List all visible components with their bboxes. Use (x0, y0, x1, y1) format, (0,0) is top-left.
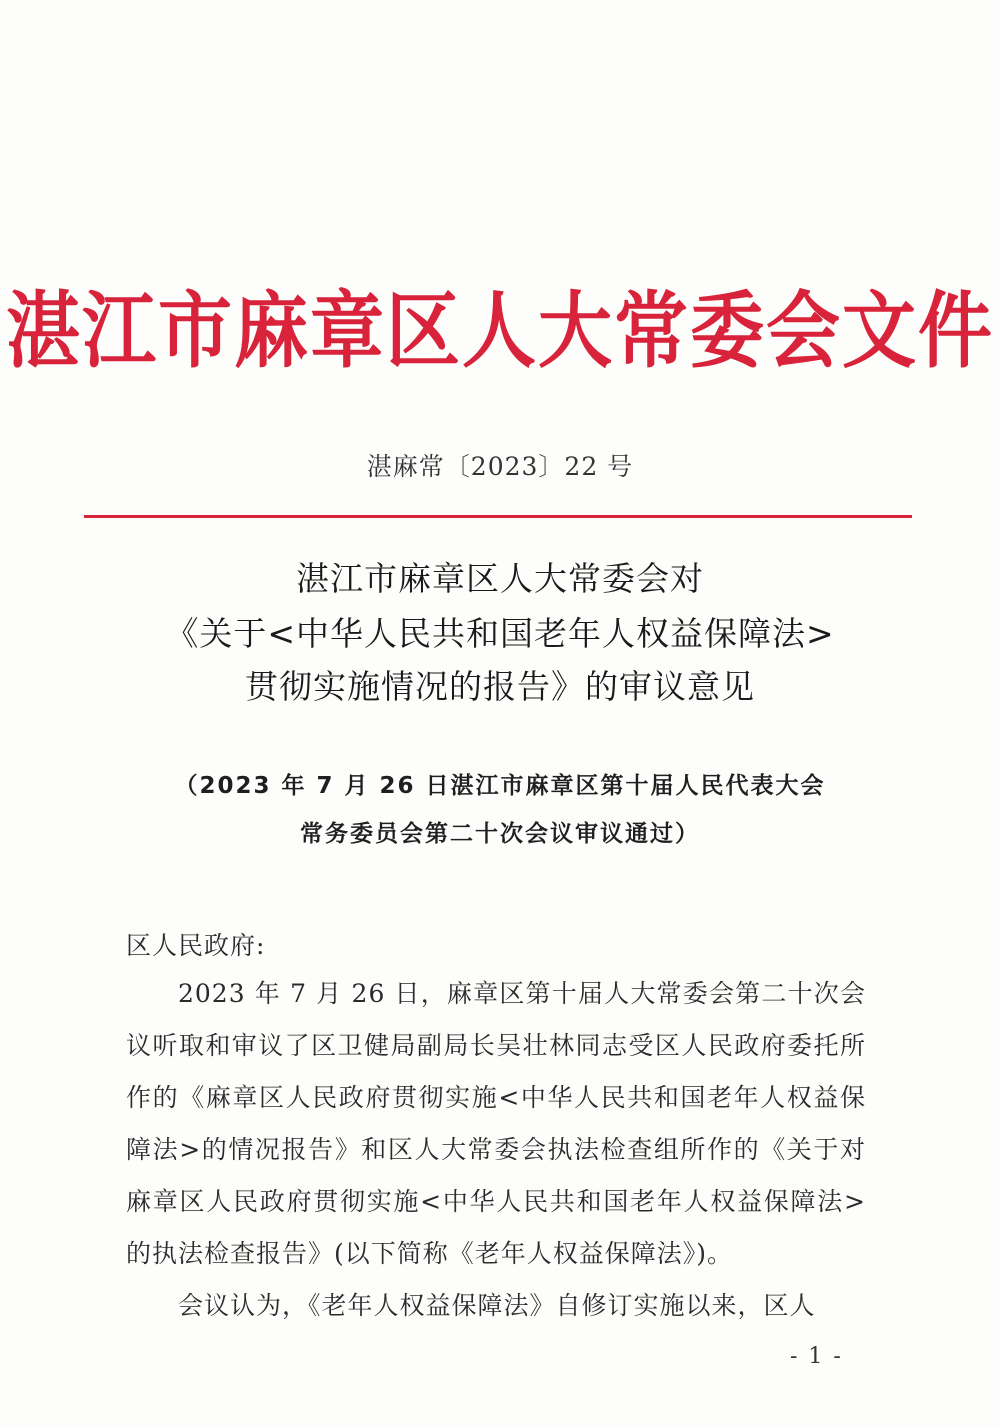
title-line-2: 《关于<中华人民共和国老年人权益保障法> (165, 614, 835, 653)
subtitle-line-2: 常务委员会第二十次会议审议通过） (300, 821, 700, 847)
issuer-header: 湛江市麻章区人大常委会文件 (6, 283, 994, 380)
subtitle-line-1: （2023 年 7 月 26 日湛江市麻章区第十届人民代表大会 (174, 773, 826, 799)
page-number: - 1 - (790, 1344, 843, 1369)
title-line-3: 贯彻实施情况的报告》的审议意见 (245, 667, 755, 706)
document-number: 湛麻常〔2023〕22 号 (366, 452, 634, 481)
salutation: 区人民政府: (126, 931, 266, 960)
body-paragraph-1: 2023 年 7 月 26 日，麻章区第十届人大常委会第二十次会议听取和审议了区卫健局副局长吴壮林同志受区人民政府委托所作的《麻章区人民政府贯彻实施<中华人民共和国老年人权益保障法>的情况报告》和区人大常委会执法检查组所作的《关于对麻章区人民政府贯彻实施<中华人民共和国老年人权益保障法>的执法检查报告》(以下简称《老年人权益保障法》)。 (126, 979, 866, 1268)
title-line-1: 湛江市麻章区人大常委会对 (296, 559, 704, 598)
body-paragraph-2: 会议认为，《老年人权益保障法》自修订实施以来，区人 (178, 1291, 816, 1320)
red-divider-line (84, 515, 912, 518)
